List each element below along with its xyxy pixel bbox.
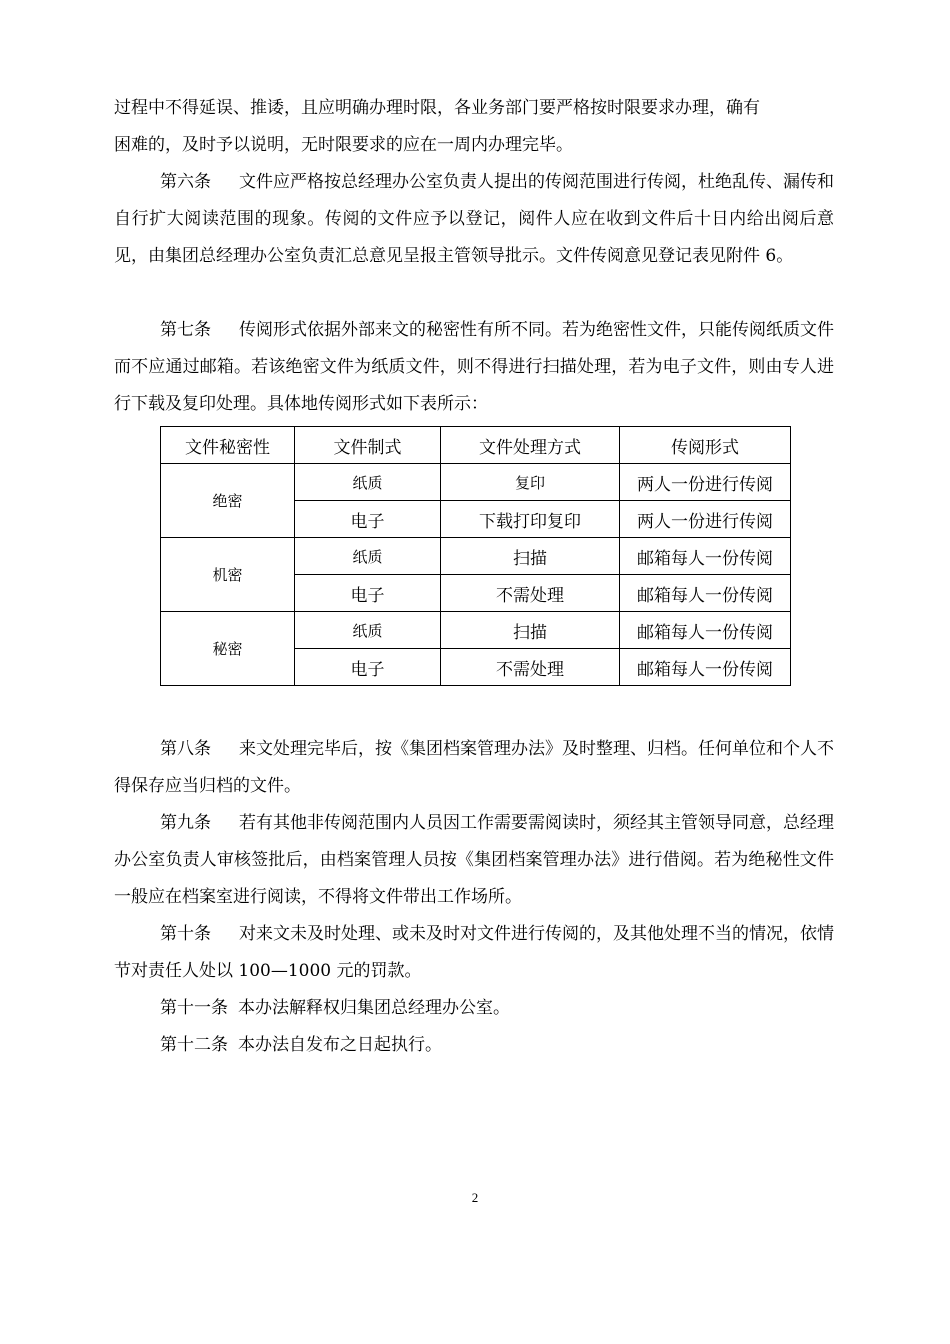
article-text: 来文处理完毕后，按《集团档案管理办法》及时整理、归档。任何单位和个人不得保存应当归档的文件。: [114, 739, 834, 796]
article-10: [114, 916, 834, 990]
circulation-cell: 邮箱每人一份传阅: [620, 649, 791, 686]
page-number: 2: [471, 1190, 479, 1205]
circulation-table: [160, 426, 791, 686]
article-11: [114, 990, 834, 1027]
processing-cell: 不需处理: [441, 575, 620, 612]
format-cell: 纸质: [295, 612, 441, 649]
circulation-cell: 邮箱每人一份传阅: [620, 538, 791, 575]
article-9: [114, 805, 834, 916]
article-label: 第九条: [160, 813, 211, 833]
format-cell: 纸质: [295, 464, 441, 501]
processing-cell: 扫描: [441, 538, 620, 575]
circulation-cell: 邮箱每人一份传阅: [620, 612, 791, 649]
article-label: 第七条: [160, 320, 211, 340]
paragraph-continuation: [114, 90, 834, 164]
article-7: [114, 312, 834, 423]
format-cell: 电子: [295, 575, 441, 612]
format-cell: 电子: [295, 649, 441, 686]
table-row: [161, 538, 791, 575]
format-cell: 纸质: [295, 538, 441, 575]
processing-cell: 不需处理: [441, 649, 620, 686]
article-label: 第十条: [160, 924, 211, 944]
circulation-cell: 邮箱每人一份传阅: [620, 575, 791, 612]
processing-cell: 扫描: [441, 612, 620, 649]
table-header-cell: 文件秘密性: [161, 427, 295, 464]
article-text: 对来文未及时处理、或未及时对文件进行传阅的，及其他处理不当的情况，依情节对责任人处以 100—1000 元的罚款。: [114, 924, 834, 981]
table-header-row: [161, 427, 791, 464]
processing-cell: 下载打印复印: [441, 501, 620, 538]
article-label: 第十二条: [160, 1035, 228, 1055]
secrecy-level-cell: 绝密: [161, 464, 295, 538]
processing-cell: 复印: [441, 464, 620, 501]
table-header-cell: 文件制式: [295, 427, 441, 464]
article-label: 第十一条: [160, 998, 228, 1018]
table-header-cell: 文件处理方式: [441, 427, 620, 464]
article-text: 若有其他非传阅范围内人员因工作需要需阅读时，须经其主管领导同意，总经理办公室负责人审核签批后，由档案管理人员按《集团档案管理办法》进行借阅。若为绝秘性文件一般应在档案室进行阅读，不得将文件带出工作场所。: [114, 813, 834, 907]
circulation-cell: 两人一份进行传阅: [620, 501, 791, 538]
table-row: [161, 464, 791, 501]
paragraph-text: 过程中不得延误、推诿，且应明确办理时限，各业务部门要严格按时限要求办理，确有: [114, 98, 760, 118]
secrecy-level-cell: 机密: [161, 538, 295, 612]
article-label: 第六条: [160, 172, 211, 192]
article-text: 传阅形式依据外部来文的秘密性有所不同。若为绝密性文件，只能传阅纸质文件而不应通过邮箱。若该绝密文件为纸质文件，则不得进行扫描处理，若为电子文件，则由专人进行下载及复印处理。具体地传阅形式如下表所示：: [114, 320, 834, 414]
secrecy-level-cell: 秘密: [161, 612, 295, 686]
article-label: 第八条: [160, 739, 211, 759]
paragraph-text: 困难的，及时予以说明，无时限要求的应在一周内办理完毕。: [114, 135, 573, 155]
article-text: 本办法解释权归集团总经理办公室。: [238, 998, 510, 1018]
article-8: [114, 731, 834, 805]
article-12: [114, 1027, 834, 1064]
article-text: 文件应严格按总经理办公室负责人提出的传阅范围进行传阅，杜绝乱传、漏传和自行扩大阅读范围的现象。传阅的文件应予以登记，阅件人应在收到文件后十日内给出阅后意见，由集团总经理办公室负责汇总意见呈报主管领导批示。文件传阅意见登记表见附件 6。: [114, 172, 834, 266]
article-text: 本办法自发布之日起执行。: [238, 1035, 442, 1055]
format-cell: 电子: [295, 501, 441, 538]
table-row: [161, 612, 791, 649]
table-header-cell: 传阅形式: [620, 427, 791, 464]
circulation-cell: 两人一份进行传阅: [620, 464, 791, 501]
article-6: [114, 164, 834, 275]
